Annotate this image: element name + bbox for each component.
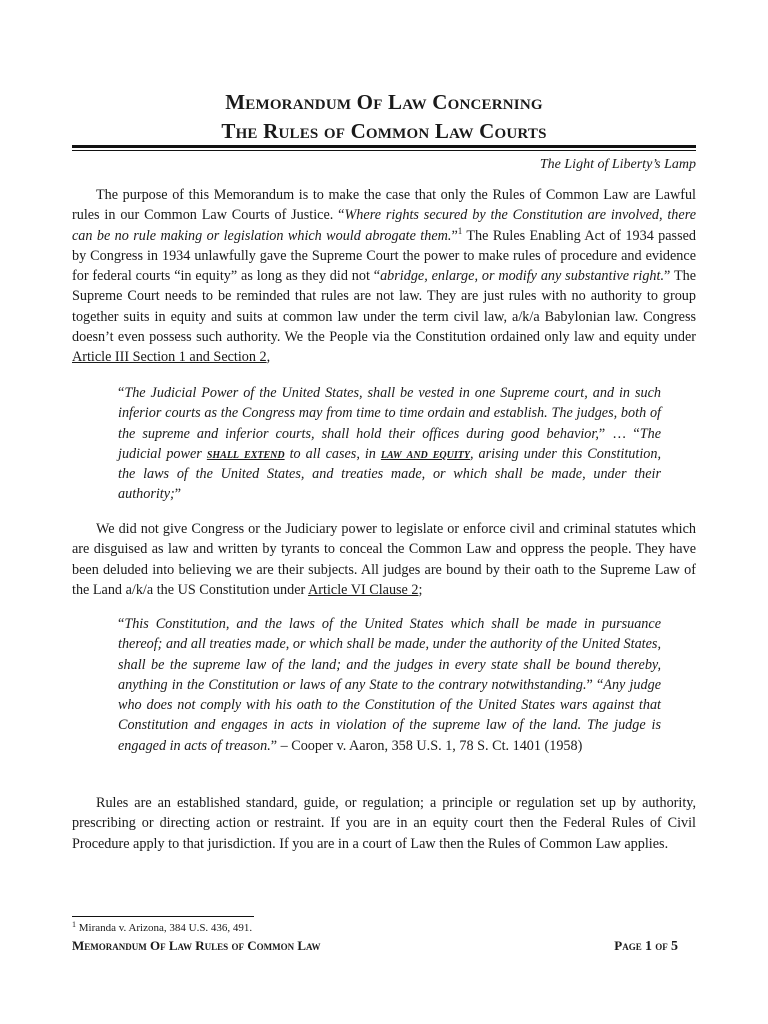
paragraph-intro [72,185,696,368]
text-run: “ [118,616,125,632]
text-run: “ [118,385,125,401]
blockquote-article-iii [118,383,661,505]
text-run: We did not give Congress or the Judiciary power to legislate or enforce civil and criminal statutes which are disguised as law and written by tyrants to conceal the Common Law and oppress the people. They have been deluded into believing we are their subjects. All judges are bound by their oath to the Supreme Law of the Land a/k/a the US Constitution under [72,521,696,598]
footer-document-title: Memorandum Of Law Rules of Common Law [72,938,321,953]
tagline: The Light of Liberty’s Lamp [539,157,696,172]
text-run: ” … “ [598,425,640,442]
text-run: ” [451,227,458,244]
document-title-line-1: Memorandum Of Law Concerning [225,90,543,114]
blockquote-article-vi [118,614,661,756]
paragraph-oath [72,519,696,600]
text-run: ” “ [586,676,604,693]
page-number [614,938,678,955]
page-label: Page [614,938,645,953]
document-title-line-2: The Rules of Common Law Courts [221,119,547,143]
paragraph-rules-definition: Rules are an established standard, guide, or regulation; a principle or regulation set up by authority, prescribing or directing action or restraint. If you are in an equity court then the Federal Rules of Civil Procedure apply to that jurisdiction. If you are in a court of Law then the Rules of Common Law applies. [72,795,696,852]
quoted-text: The Judicial Power of the United States, shall be vested in one Supreme court, and in such inferior courts as the Congress may from time to time ordain and establish. The judges, both of the supreme and inferior courts, shall hold their offices during good behavior, [118,385,661,442]
text-run: , [266,349,271,366]
footnote-text: Miranda v. Arizona, 384 U.S. 436, 491. [76,922,253,934]
footnote-divider [72,916,254,917]
page-of-label: of [652,938,671,953]
emphasis-shall-extend: shall extend [206,445,285,462]
footnote [72,921,252,935]
text-run: The purpose of this Memorandum is to make the case that only the Rules of Common Law are Lawful rules in our Common Law Courts of Justice. “ [72,187,696,224]
quoted-text: Any judge who does not comply with his oath to the Constitution of the United States wars against that Constitution and engages in acts in violation of the supreme law of the land. The judge is engaged in acts of treason. [118,676,661,754]
text-run: ” [174,486,182,503]
text-run: ” The Supreme Court needs to be reminded that rules are not law. They are just rules with no authority to group together suits in equity and suits at common law under the term civil law, a/k/a Babylonian law. Congress doesn’t even possess such authority. We the People via the Constitution ordained only law and equity under [72,268,696,346]
quoted-text: This Constitution, and the laws of the United States which shall be made in pursuance thereof; and all treaties made, or which shall be made, under the authority of the United States, shall be the supreme law of the land; and the judges in every state shall be bound thereby, anything in the Constitution or laws of any State to the contrary notwithstanding. [118,616,661,693]
quoted-text: to all cases, in [289,445,376,462]
page-total: 5 [671,939,678,954]
quoted-text: , arising under this Constitution, the laws of the United States, and treaties made, or which shall be made, under their authority; [118,445,662,503]
title-divider-thin [72,150,696,151]
citation-text: ” – Cooper v. Aaron, 358 U.S. 1, 78 S. Ct. 1401 (1958) [270,737,583,754]
quoted-text: abridge, enlarge, or modify any substantive right. [380,268,665,285]
article-iii-link[interactable]: Article III Section 1 and Section 2 [72,349,267,366]
text-run: The Rules Enabling Act of 1934 passed by Congress in 1934 unlawfully gave the Supreme Court the power to make rules of procedure and evidence for federal courts “in equity” as long as they did not “ [72,227,696,285]
title-divider-thick [72,145,696,148]
emphasis-law-and-equity: law and equity [380,445,470,462]
footnote-mark: 1 [72,920,76,929]
quoted-text: The judicial power [118,425,661,462]
footnote-reference[interactable]: 1 [457,225,463,236]
text-run: ; [418,581,423,598]
article-vi-link[interactable]: Article VI Clause 2 [308,581,419,598]
quoted-text: Where rights secured by the Constitution are involved, there can be no rule making or legislation which would abrogate them. [72,207,696,244]
page-current: 1 [645,939,652,954]
